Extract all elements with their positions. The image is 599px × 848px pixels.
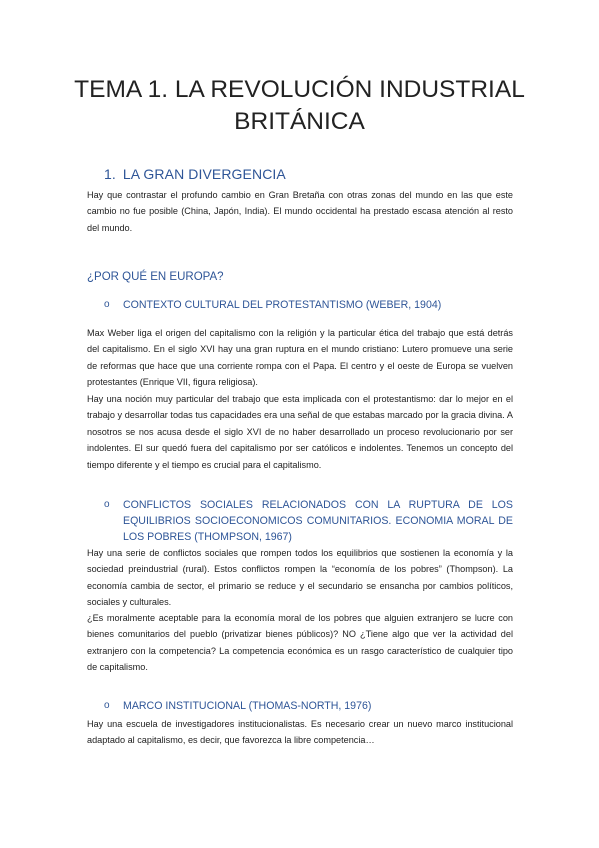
- paragraph: Hay una escuela de investigadores institucionalistas. Es necesario crear un nuevo marco institucional adaptado al capitalismo, es decir, que favorezca la libre competencia…: [87, 719, 513, 746]
- section-heading: [104, 166, 286, 182]
- section-intro-paragraph: Hay que contrastar el profundo cambio en Gran Bretaña con otras zonas del mundo en las que este cambio no fue posible (China, Japón, India). El mundo occidental ha prestado escasa atención al resto del mundo.: [87, 190, 513, 233]
- paragraph: Hay una serie de conflictos sociales que rompen todos los equilibrios que sostienen la economía y la sociedad preindustrial (rural). Estos conflictos rompen la “economía de los pobres” (Thompson). La economía cambia de sector, el primario se reduce y el secundario se ensancha por cambios políticos, sociales y culturales.: [87, 548, 513, 608]
- bullet-heading: [104, 698, 504, 714]
- subheading: ¿POR QUÉ EN EUROPA?: [87, 271, 224, 283]
- bullet-heading-text: CONTEXTO CULTURAL DEL PROTESTANTISMO (WEBER, 1904): [123, 299, 442, 311]
- bullet-marker: o: [104, 700, 110, 711]
- bullet-heading-text: MARCO INSTITUCIONAL (THOMAS-NORTH, 1976): [123, 700, 372, 712]
- bullet-marker: o: [104, 499, 110, 510]
- bullet-heading: [104, 497, 513, 545]
- bullet-heading-text: CONFLICTOS SOCIALES RELACIONADOS CON LA RUPTURA DE LOS EQUILIBRIOS SOCIOECONOMICOS COMUNITARIOS. ECONOMIA MORAL DE LOS POBRES (THOMPSON, 1967): [123, 499, 513, 543]
- title-line-2: BRITÁNICA: [234, 108, 365, 135]
- paragraph: Max Weber liga el origen del capitalismo con la religión y la particular ética del trabajo que está detrás del capitalismo. En el siglo XVI hay una gran ruptura en el mundo cristiano: Lutero promueve una serie de reformas que hace que una corriente rompa con el Papa. El centro y el oeste de Europa se vuelven protestantes (Enrique VII, figura religiosa).: [87, 328, 513, 388]
- paragraph: Hay una noción muy particular del trabajo que esta implicada con el protestantismo: dar lo mejor en el trabajo y desarrollar todas tus capacidades era una señal de que estabas marcado por la gracia divina. A nosotros se nos acusa desde el siglo XVI de no haber desarrollado un proceso revolucionario por ser indolentes. El sur quedó fuera del capitalismo por ser católicos e indolentes. Tenemos un concepto del tiempo diferente y el tiempo es crucial para el capitalismo.: [87, 394, 513, 470]
- title-line-1: TEMA 1. LA REVOLUCIÓN INDUSTRIAL: [74, 76, 525, 103]
- section-number: 1.: [104, 166, 116, 182]
- section-heading-text: LA GRAN DIVERGENCIA: [122, 166, 286, 182]
- bullet-heading: [104, 297, 504, 313]
- bullet-marker: o: [104, 299, 110, 310]
- document-title: [60, 74, 539, 138]
- paragraph: ¿Es moralmente aceptable para la economía moral de los pobres que alguien extranjero se lucre con bienes comunitarios del pueblo (privatizar bienes públicos)? NO ¿Tiene algo que ver la actividad del extranjero con la competencia? La competencia económica es un rasgo característico de cualquier tipo de capitalismo.: [87, 613, 513, 673]
